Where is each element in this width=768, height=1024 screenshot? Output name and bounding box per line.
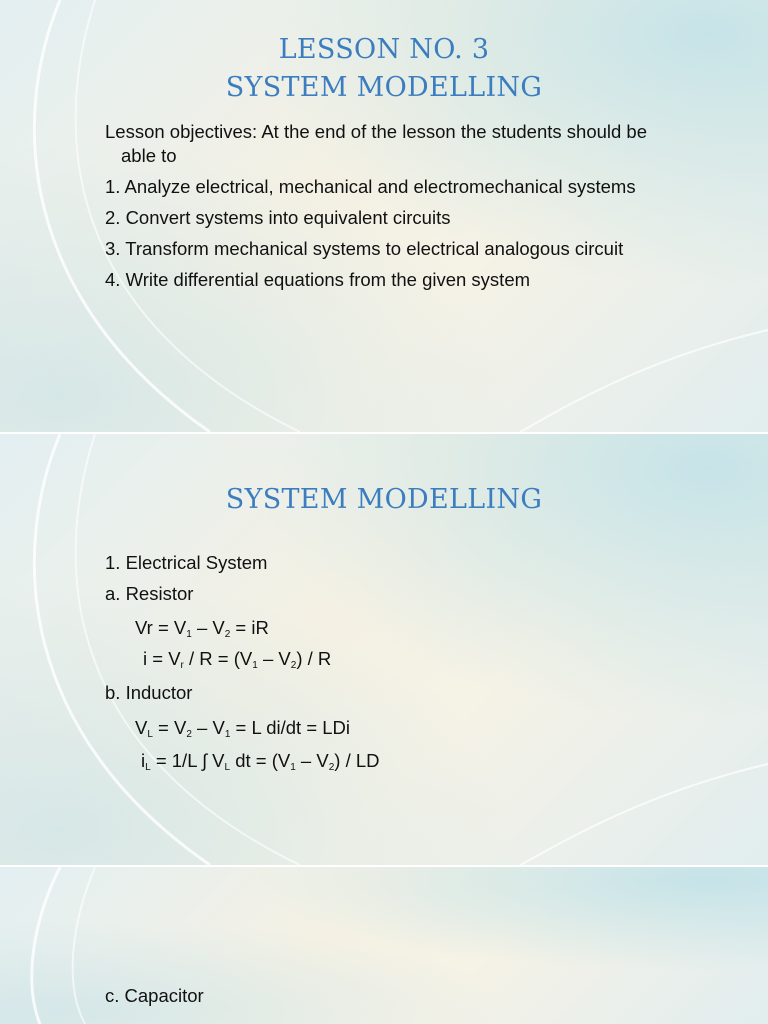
slide-1: [0, 0, 768, 432]
objective-item-3: 3. Transform mechanical systems to electrical analogous circuit: [105, 238, 624, 259]
slide-2: [0, 434, 768, 865]
lesson-subject-title: SYSTEM MODELLING: [225, 72, 543, 103]
objective-item-1: 1. Analyze electrical, mechanical and electromechanical systems: [105, 176, 636, 197]
section-heading: 1. Electrical System: [105, 552, 268, 573]
objective-item-2: 2. Convert systems into equivalent circuits: [105, 207, 451, 228]
objectives-intro-continued: able to: [121, 145, 177, 166]
objectives-intro: Lesson objectives: At the end of the lesson the students should be: [105, 121, 648, 142]
slide-title: SYSTEM MODELLING: [225, 484, 543, 515]
inductor-label: b. Inductor: [105, 682, 193, 703]
capacitor-label: c. Capacitor: [105, 985, 204, 1006]
lesson-number-title: LESSON NO. 3: [278, 34, 490, 65]
resistor-equation-1: $Vr = V_1 - V_2$ = iR: [135, 617, 269, 640]
resistor-equation-2: $i = V_r / R = (V_1 - V_2) / R$: [143, 648, 332, 671]
resistor-label: a. Resistor: [105, 583, 194, 604]
inductor-equation-1: $V_L = V_2 - V_1 = L$ di/dt = LDi: [135, 717, 351, 740]
objective-item-4: 4. Write differential equations from the given system: [105, 269, 531, 290]
slide-3: [0, 867, 768, 1024]
inductor-equation-2: $i_L = 1/L$ ∫ $V_L$ dt = $(V_1 - V_2)$ / LD: [141, 750, 380, 773]
